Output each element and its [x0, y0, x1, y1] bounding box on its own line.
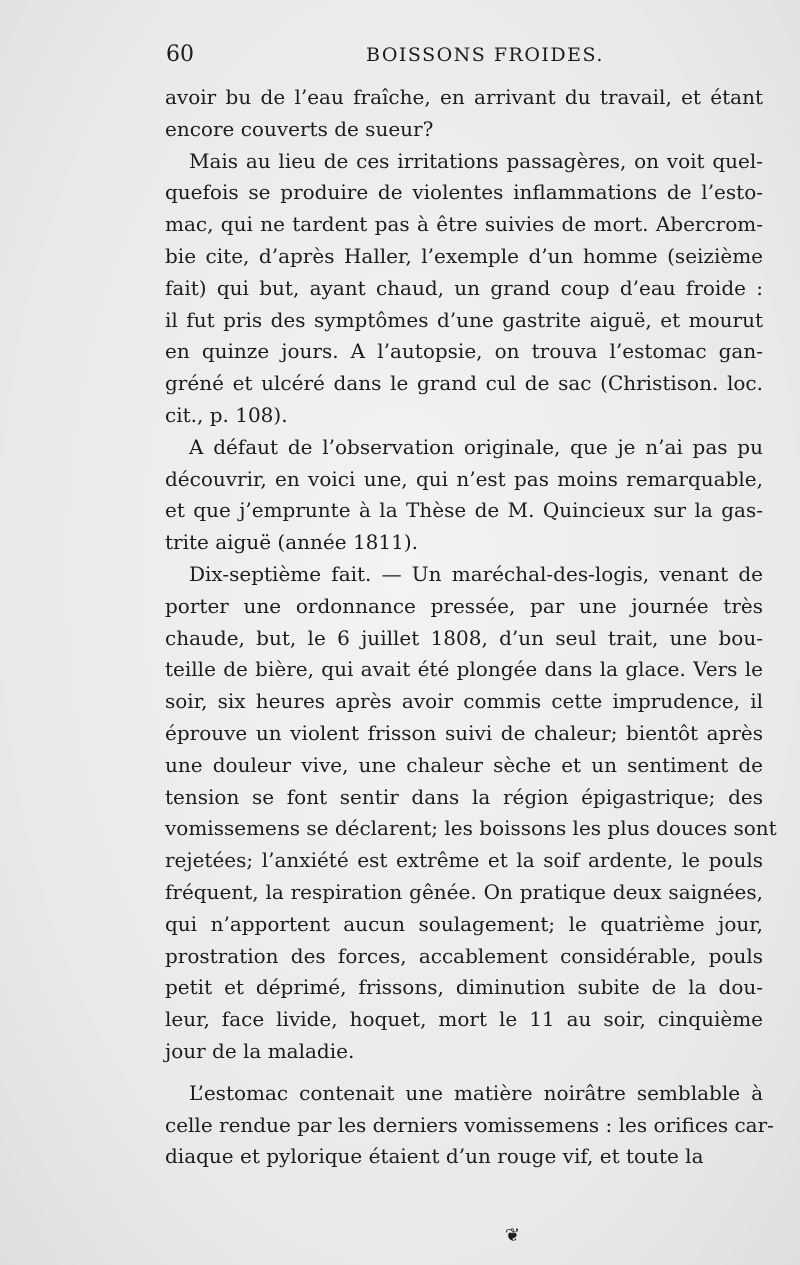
ink-mark-decoration: ❦	[505, 1225, 521, 1246]
text-line: fréquent, la respiration gênée. On pratique deux saignées,	[165, 879, 763, 904]
running-title: BOISSONS FROIDES.	[366, 44, 604, 66]
text-line: rejetées; l’anxiété est extrême et la soif ardente, le pouls	[165, 848, 763, 873]
paragraph	[165, 1078, 774, 1173]
text-line: leur, face livide, hoquet, mort le 11 au soir, cinquième	[165, 1007, 763, 1032]
text-line: fait) qui but, ayant chaud, un grand coup d’eau froide :	[165, 275, 763, 300]
paragraph	[165, 146, 763, 432]
text-line: en quinze jours. A l’autopsie, on trouva l’estomac gan-	[165, 339, 763, 364]
text-line: et que j’emprunte à la Thèse de M. Quincieux sur la gas-	[165, 498, 763, 523]
text-line: jour de la maladie.	[165, 1038, 355, 1063]
page-number: 60	[166, 42, 194, 67]
text-line: celle rendue par les derniers vomissemens : les orifices car-	[165, 1112, 774, 1137]
text-line: petit et déprimé, frissons, diminution subite de la dou-	[165, 975, 763, 1000]
text-line: vomissemens se déclarent; les boissons les plus douces sont	[165, 816, 777, 841]
text-line: diaque et pylorique étaient d’un rouge vif, et toute la	[165, 1144, 704, 1169]
page-header	[166, 34, 766, 74]
text-line: bie cite, d’après Haller, l’exemple d’un homme (seizième	[165, 243, 763, 268]
text-line: soir, six heures après avoir commis cette imprudence, il	[165, 689, 763, 714]
paragraph	[165, 82, 763, 146]
paragraph-gap	[165, 1068, 763, 1078]
text-line: mac, qui ne tardent pas à être suivies de mort. Abercrom-	[165, 212, 763, 237]
text-line: L’estomac contenait une matière noirâtre semblable à	[189, 1080, 763, 1105]
text-line: prostration des forces, accablement considérable, pouls	[165, 943, 763, 968]
text-line: trite aiguë (année 1811).	[165, 530, 418, 555]
paragraph	[165, 432, 763, 559]
text-line: A défaut de l’observation originale, que je n’ai pas pu	[189, 434, 763, 459]
text-line: il fut pris des symptômes d’une gastrite aiguë, et mourut	[165, 307, 763, 332]
paragraph	[165, 559, 777, 1068]
text-line: porter une ordonnance pressée, par une journée très	[165, 593, 763, 618]
text-line: tension se font sentir dans la région épigastrique; des	[165, 784, 763, 809]
text-line: chaude, but, le 6 juillet 1808, d’un seul trait, une bou-	[165, 625, 763, 650]
text-line: Mais au lieu de ces irritations passagères, on voit quel-	[189, 148, 763, 173]
body-text	[165, 82, 777, 1173]
text-line: Dix-septième fait. — Un maréchal-des-logis, venant de	[189, 561, 763, 586]
text-line: gréné et ulcéré dans le grand cul de sac (Christison. loc.	[165, 371, 763, 396]
text-line: avoir bu de l’eau fraîche, en arrivant du travail, et étant	[165, 85, 763, 109]
text-line: quefois se produire de violentes inflammations de l’esto-	[165, 180, 763, 205]
text-line: découvrir, en voici une, qui n’est pas moins remarquable,	[165, 466, 763, 491]
text-line: une douleur vive, une chaleur sèche et un sentiment de	[165, 752, 763, 777]
text-line: encore couverts de sueur?	[165, 116, 434, 141]
text-line: qui n’apportent aucun soulagement; le quatrième jour,	[165, 911, 763, 936]
text-line: cit., p. 108).	[165, 402, 288, 427]
text-line: éprouve un violent frisson suivi de chaleur; bientôt après	[165, 720, 763, 745]
text-line: teille de bière, qui avait été plongée dans la glace. Vers le	[165, 657, 763, 682]
